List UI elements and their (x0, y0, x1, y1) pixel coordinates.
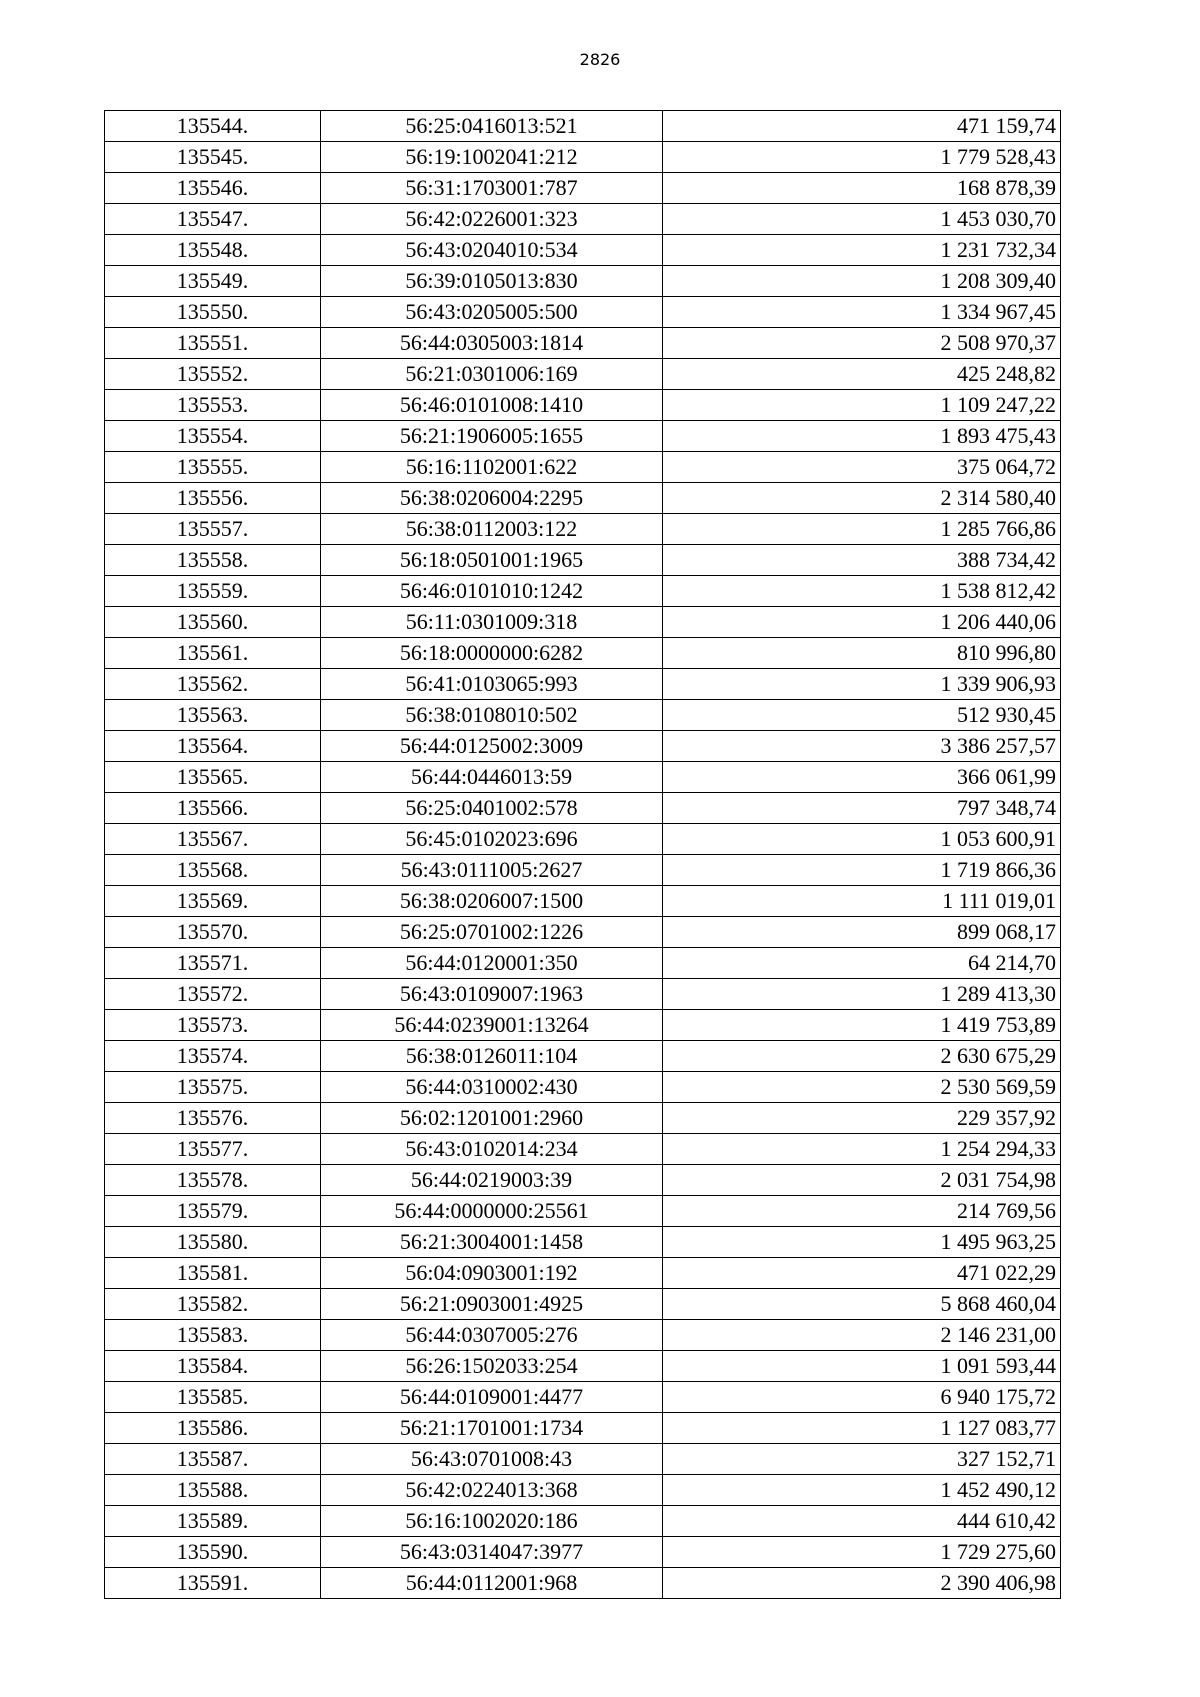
cadastral-number-cell: 56:46:0101010:1242 (321, 576, 663, 607)
cadastral-number-cell: 56:43:0205005:500 (321, 297, 663, 328)
cadastral-number-cell: 56:44:0219003:39 (321, 1165, 663, 1196)
row-number-cell: 135558. (105, 545, 321, 576)
value-cell: 471 159,74 (663, 111, 1061, 142)
value-cell: 1 206 440,06 (663, 607, 1061, 638)
table-row (105, 855, 1061, 886)
value-cell: 444 610,42 (663, 1506, 1061, 1537)
cadastral-number-cell: 56:21:0903001:4925 (321, 1289, 663, 1320)
row-number-cell: 135556. (105, 483, 321, 514)
cadastral-number-cell: 56:43:0109007:1963 (321, 979, 663, 1010)
table-row (105, 1320, 1061, 1351)
row-number-cell: 135560. (105, 607, 321, 638)
value-cell: 1 419 753,89 (663, 1010, 1061, 1041)
cadastral-number-cell: 56:45:0102023:696 (321, 824, 663, 855)
cadastral-number-cell: 56:44:0120001:350 (321, 948, 663, 979)
row-number-cell: 135581. (105, 1258, 321, 1289)
row-number-cell: 135566. (105, 793, 321, 824)
table-row (105, 173, 1061, 204)
table-row (105, 359, 1061, 390)
table-row (105, 638, 1061, 669)
row-number-cell: 135571. (105, 948, 321, 979)
value-cell: 3 386 257,57 (663, 731, 1061, 762)
value-cell: 1 729 275,60 (663, 1537, 1061, 1568)
cadastral-number-cell: 56:19:1002041:212 (321, 142, 663, 173)
value-cell: 229 357,92 (663, 1103, 1061, 1134)
table-row (105, 886, 1061, 917)
value-cell: 1 285 766,86 (663, 514, 1061, 545)
cadastral-number-cell: 56:43:0204010:534 (321, 235, 663, 266)
value-cell: 375 064,72 (663, 452, 1061, 483)
cadastral-number-cell: 56:25:0416013:521 (321, 111, 663, 142)
value-cell: 388 734,42 (663, 545, 1061, 576)
row-number-cell: 135546. (105, 173, 321, 204)
table-row (105, 700, 1061, 731)
value-cell: 2 630 675,29 (663, 1041, 1061, 1072)
cadastral-number-cell: 56:18:0501001:1965 (321, 545, 663, 576)
table-row (105, 266, 1061, 297)
value-cell: 425 248,82 (663, 359, 1061, 390)
row-number-cell: 135553. (105, 390, 321, 421)
cadastral-number-cell: 56:21:1701001:1734 (321, 1413, 663, 1444)
row-number-cell: 135582. (105, 1289, 321, 1320)
value-cell: 899 068,17 (663, 917, 1061, 948)
table-row (105, 576, 1061, 607)
cadastral-number-cell: 56:42:0226001:323 (321, 204, 663, 235)
cadastral-table (104, 110, 1061, 1599)
cadastral-number-cell: 56:02:1201001:2960 (321, 1103, 663, 1134)
value-cell: 2 530 569,59 (663, 1072, 1061, 1103)
cadastral-number-cell: 56:39:0105013:830 (321, 266, 663, 297)
value-cell: 1 779 528,43 (663, 142, 1061, 173)
row-number-cell: 135564. (105, 731, 321, 762)
table-row (105, 1103, 1061, 1134)
row-number-cell: 135591. (105, 1568, 321, 1599)
value-cell: 1 339 906,93 (663, 669, 1061, 700)
row-number-cell: 135579. (105, 1196, 321, 1227)
value-cell: 5 868 460,04 (663, 1289, 1061, 1320)
cadastral-number-cell: 56:44:0125002:3009 (321, 731, 663, 762)
table-row (105, 142, 1061, 173)
cadastral-number-cell: 56:25:0701002:1226 (321, 917, 663, 948)
row-number-cell: 135578. (105, 1165, 321, 1196)
row-number-cell: 135565. (105, 762, 321, 793)
row-number-cell: 135544. (105, 111, 321, 142)
row-number-cell: 135577. (105, 1134, 321, 1165)
table-row (105, 1258, 1061, 1289)
row-number-cell: 135575. (105, 1072, 321, 1103)
table-row (105, 762, 1061, 793)
table-row (105, 1072, 1061, 1103)
cadastral-number-cell: 56:38:0108010:502 (321, 700, 663, 731)
value-cell: 168 878,39 (663, 173, 1061, 204)
table-row (105, 1196, 1061, 1227)
cadastral-number-cell: 56:42:0224013:368 (321, 1475, 663, 1506)
value-cell: 2 314 580,40 (663, 483, 1061, 514)
row-number-cell: 135562. (105, 669, 321, 700)
row-number-cell: 135567. (105, 824, 321, 855)
cadastral-number-cell: 56:46:0101008:1410 (321, 390, 663, 421)
table-row (105, 390, 1061, 421)
table-row (105, 669, 1061, 700)
table-row (105, 1444, 1061, 1475)
table-row (105, 948, 1061, 979)
cadastral-number-cell: 56:44:0239001:13264 (321, 1010, 663, 1041)
table-row (105, 111, 1061, 142)
table-row (105, 1041, 1061, 1072)
row-number-cell: 135561. (105, 638, 321, 669)
row-number-cell: 135568. (105, 855, 321, 886)
value-cell: 1 538 812,42 (663, 576, 1061, 607)
row-number-cell: 135551. (105, 328, 321, 359)
value-cell: 2 031 754,98 (663, 1165, 1061, 1196)
cadastral-number-cell: 56:16:1102001:622 (321, 452, 663, 483)
table-row (105, 824, 1061, 855)
table-row (105, 607, 1061, 638)
cadastral-number-cell: 56:44:0310002:430 (321, 1072, 663, 1103)
value-cell: 1 109 247,22 (663, 390, 1061, 421)
cadastral-number-cell: 56:21:1906005:1655 (321, 421, 663, 452)
cadastral-table-container (104, 110, 1061, 1599)
row-number-cell: 135563. (105, 700, 321, 731)
row-number-cell: 135570. (105, 917, 321, 948)
row-number-cell: 135550. (105, 297, 321, 328)
table-row (105, 1227, 1061, 1258)
table-row (105, 1010, 1061, 1041)
cadastral-number-cell: 56:41:0103065:993 (321, 669, 663, 700)
value-cell: 1 053 600,91 (663, 824, 1061, 855)
row-number-cell: 135590. (105, 1537, 321, 1568)
value-cell: 1 208 309,40 (663, 266, 1061, 297)
row-number-cell: 135584. (105, 1351, 321, 1382)
value-cell: 1 127 083,77 (663, 1413, 1061, 1444)
cadastral-number-cell: 56:43:0314047:3977 (321, 1537, 663, 1568)
value-cell: 1 231 732,34 (663, 235, 1061, 266)
cadastral-number-cell: 56:44:0446013:59 (321, 762, 663, 793)
table-row (105, 204, 1061, 235)
cadastral-number-cell: 56:43:0701008:43 (321, 1444, 663, 1475)
table-row (105, 452, 1061, 483)
row-number-cell: 135573. (105, 1010, 321, 1041)
table-row (105, 235, 1061, 266)
table-row (105, 1382, 1061, 1413)
value-cell: 1 452 490,12 (663, 1475, 1061, 1506)
value-cell: 1 289 413,30 (663, 979, 1061, 1010)
cadastral-number-cell: 56:31:1703001:787 (321, 173, 663, 204)
cadastral-number-cell: 56:21:0301006:169 (321, 359, 663, 390)
row-number-cell: 135547. (105, 204, 321, 235)
value-cell: 64 214,70 (663, 948, 1061, 979)
value-cell: 810 996,80 (663, 638, 1061, 669)
row-number-cell: 135574. (105, 1041, 321, 1072)
value-cell: 1 453 030,70 (663, 204, 1061, 235)
table-row (105, 1289, 1061, 1320)
table-row (105, 1165, 1061, 1196)
cadastral-number-cell: 56:18:0000000:6282 (321, 638, 663, 669)
table-row (105, 917, 1061, 948)
row-number-cell: 135554. (105, 421, 321, 452)
row-number-cell: 135580. (105, 1227, 321, 1258)
row-number-cell: 135576. (105, 1103, 321, 1134)
table-body (105, 111, 1061, 1599)
table-row (105, 979, 1061, 1010)
cadastral-number-cell: 56:44:0305003:1814 (321, 328, 663, 359)
value-cell: 1 111 019,01 (663, 886, 1061, 917)
row-number-cell: 135587. (105, 1444, 321, 1475)
value-cell: 1 334 967,45 (663, 297, 1061, 328)
cadastral-number-cell: 56:44:0307005:276 (321, 1320, 663, 1351)
row-number-cell: 135552. (105, 359, 321, 390)
cadastral-number-cell: 56:38:0206004:2295 (321, 483, 663, 514)
cadastral-number-cell: 56:38:0112003:122 (321, 514, 663, 545)
cadastral-number-cell: 56:38:0126011:104 (321, 1041, 663, 1072)
row-number-cell: 135549. (105, 266, 321, 297)
cadastral-number-cell: 56:44:0112001:968 (321, 1568, 663, 1599)
table-row (105, 328, 1061, 359)
row-number-cell: 135586. (105, 1413, 321, 1444)
row-number-cell: 135585. (105, 1382, 321, 1413)
row-number-cell: 135572. (105, 979, 321, 1010)
table-row (105, 483, 1061, 514)
value-cell: 6 940 175,72 (663, 1382, 1061, 1413)
cadastral-number-cell: 56:21:3004001:1458 (321, 1227, 663, 1258)
cadastral-number-cell: 56:44:0109001:4477 (321, 1382, 663, 1413)
value-cell: 2 508 970,37 (663, 328, 1061, 359)
value-cell: 797 348,74 (663, 793, 1061, 824)
value-cell: 1 254 294,33 (663, 1134, 1061, 1165)
value-cell: 1 893 475,43 (663, 421, 1061, 452)
cadastral-number-cell: 56:26:1502033:254 (321, 1351, 663, 1382)
table-row (105, 545, 1061, 576)
table-row (105, 421, 1061, 452)
cadastral-number-cell: 56:43:0102014:234 (321, 1134, 663, 1165)
value-cell: 2 146 231,00 (663, 1320, 1061, 1351)
cadastral-number-cell: 56:43:0111005:2627 (321, 855, 663, 886)
table-row (105, 1475, 1061, 1506)
value-cell: 2 390 406,98 (663, 1568, 1061, 1599)
cadastral-number-cell: 56:11:0301009:318 (321, 607, 663, 638)
value-cell: 1 719 866,36 (663, 855, 1061, 886)
cadastral-number-cell: 56:38:0206007:1500 (321, 886, 663, 917)
row-number-cell: 135588. (105, 1475, 321, 1506)
table-row (105, 1134, 1061, 1165)
table-row (105, 1351, 1061, 1382)
row-number-cell: 135555. (105, 452, 321, 483)
row-number-cell: 135545. (105, 142, 321, 173)
row-number-cell: 135548. (105, 235, 321, 266)
table-row (105, 297, 1061, 328)
value-cell: 366 061,99 (663, 762, 1061, 793)
value-cell: 512 930,45 (663, 700, 1061, 731)
table-row (105, 1537, 1061, 1568)
cadastral-number-cell: 56:25:0401002:578 (321, 793, 663, 824)
cadastral-number-cell: 56:44:0000000:25561 (321, 1196, 663, 1227)
row-number-cell: 135559. (105, 576, 321, 607)
table-row (105, 1413, 1061, 1444)
table-row (105, 1568, 1061, 1599)
row-number-cell: 135583. (105, 1320, 321, 1351)
value-cell: 327 152,71 (663, 1444, 1061, 1475)
value-cell: 214 769,56 (663, 1196, 1061, 1227)
cadastral-number-cell: 56:16:1002020:186 (321, 1506, 663, 1537)
cadastral-number-cell: 56:04:0903001:192 (321, 1258, 663, 1289)
table-row (105, 793, 1061, 824)
row-number-cell: 135589. (105, 1506, 321, 1537)
table-row (105, 1506, 1061, 1537)
table-row (105, 514, 1061, 545)
row-number-cell: 135557. (105, 514, 321, 545)
value-cell: 1 091 593,44 (663, 1351, 1061, 1382)
row-number-cell: 135569. (105, 886, 321, 917)
value-cell: 471 022,29 (663, 1258, 1061, 1289)
table-row (105, 731, 1061, 762)
page-number: 2826 (579, 50, 621, 69)
value-cell: 1 495 963,25 (663, 1227, 1061, 1258)
